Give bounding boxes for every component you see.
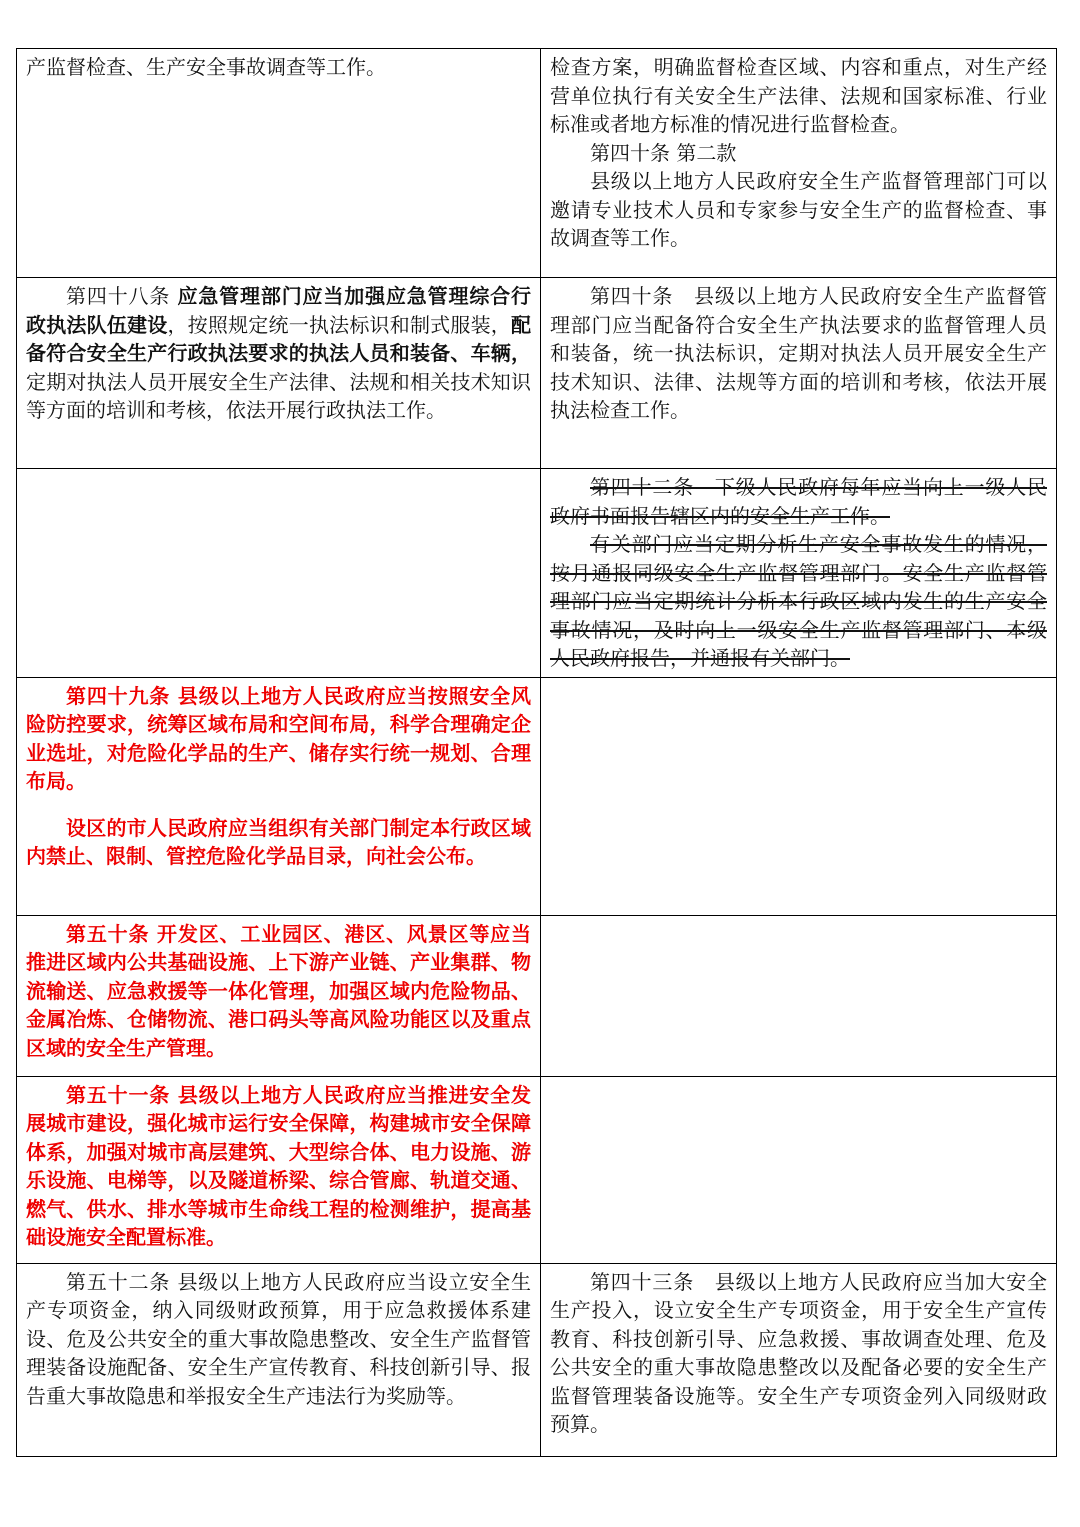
old-text-cell	[541, 469, 1057, 678]
article-comparison-table	[16, 48, 1057, 1457]
article-40: 第四十条 县级以上地方人民政府安全生产监督管理部门应当配备符合安全生产执法要求的监督管理人员和装备，统一执法标识，定期对执法人员开展安全生产技术知识、法律、法规等方面的培训和考核，依法开展执法检查工作。	[550, 284, 1047, 422]
new-text-cell	[17, 1076, 541, 1263]
bold-revision: 配备符合安全生产行政执法要求的执法人员和装备、车辆，	[26, 312, 532, 365]
article-52: 第五十二条 县级以上地方人民政府应当设立安全生产专项资金，纳入同级财政预算，用于应急救援体系建设、危及公共安全的重大事故隐患整改、安全生产监督管理装备设施配备、安全生产宣传教育、科技创新引导、报告重大事故隐患和举报安全生产违法行为奖励等。	[26, 1269, 531, 1408]
article-text: 定期对执法人员开展安全生产法律、法规和相关技术知识等方面的培训和考核，依法开展行政执法工作。	[26, 369, 531, 422]
table-row	[17, 677, 1057, 915]
new-text-cell-empty	[17, 469, 541, 678]
table-row	[17, 1076, 1057, 1263]
article-text: 检查方案，明确监督检查区域、内容和重点，对生产经营单位执行有关安全生产法律、法规和国家标准、行业标准或者地方标准的情况进行监督检查。	[550, 55, 1047, 136]
article-heading: 第四十条 第二款	[590, 140, 737, 165]
new-text-cell	[17, 915, 541, 1076]
new-article-50: 第五十条 开发区、工业园区、港区、风景区等应当推进区域内公共基础设施、上下游产业链、产业集群、物流输送、应急救援等一体化管理，加强区域内危险物品、金属冶炼、仓储物流、港口码头等高风险功能区以及重点区域的安全生产管理。	[26, 921, 531, 1060]
old-text-cell-empty	[541, 915, 1057, 1076]
article-43: 第四十三条 县级以上地方人民政府应当加大安全生产投入，设立安全生产专项资金，用于安全生产宣传教育、科技创新引导、应急救援、事故调查处理、危及公共安全的重大事故隐患整改以及配备必要的安全生产监督管理装备设施等。安全生产专项资金列入同级财政预算。	[550, 1269, 1047, 1436]
bold-revision: 应急管理部门应当加强应急管理综合行政执法队伍建设	[26, 284, 532, 337]
table-row	[17, 278, 1057, 469]
new-article-49: 第四十九条 县级以上地方人民政府应当按照安全风险防控要求，统筹区域布局和空间布局，科学合理确定企业选址，对危险化学品的生产、储存实行统一规划、合理布局。	[26, 683, 531, 793]
new-text-cell	[17, 278, 541, 469]
old-text-cell	[541, 278, 1057, 469]
new-article-51: 第五十一条 县级以上地方人民政府应当推进安全发展城市建设，强化城市运行安全保障，构建城市安全保障体系，加强对城市高层建筑、大型综合体、电力设施、游乐设施、电梯等，以及隧道桥梁、综合管廊、轨道交通、燃气、供水、排水等城市生命线工程的检测维护，提高基础设施安全配置标准。	[26, 1082, 531, 1249]
new-text-cell	[17, 49, 541, 278]
old-text-cell-empty	[541, 677, 1057, 915]
article-number: 第四十八条	[66, 284, 171, 308]
article-text: 县级以上地方人民政府安全生产监督管理部门可以邀请专业技术人员和专家参与安全生产的监督检查、事故调查等工作。	[550, 169, 1047, 250]
article-48	[26, 282, 531, 425]
new-text-cell	[17, 677, 541, 915]
deleted-article-42: 第四十二条 下级人民政府每年应当向上一级人民政府书面报告辖区内的安全生产工作。	[550, 475, 1047, 528]
new-article-text: 设区的市人民政府应当组织有关部门制定本行政区域内禁止、限制、管控危险化学品目录，向社会公布。	[26, 815, 531, 868]
new-text-cell	[17, 1263, 541, 1456]
table-row	[17, 49, 1057, 278]
table-row	[17, 1263, 1057, 1456]
old-text-cell-empty	[541, 1076, 1057, 1263]
old-text-cell	[541, 49, 1057, 278]
deleted-article-text: 有关部门应当定期分析生产安全事故发生的情况，按月通报同级安全生产监督管理部门。安全生产监督管理部门应当定期统计分析本行政区域内发生的生产安全事故情况，及时向上一级安全生产监督管理部门、本级人民政府报告，并通报有关部门。	[550, 532, 1047, 670]
table-row	[17, 915, 1057, 1076]
table-row	[17, 469, 1057, 678]
comparison-table-page	[16, 48, 1056, 1457]
article-text: 产监督检查、生产安全事故调查等工作。	[26, 55, 386, 79]
article-text: ，按照规定统一执法标识和制式服装，	[167, 312, 512, 337]
old-text-cell	[541, 1263, 1057, 1456]
